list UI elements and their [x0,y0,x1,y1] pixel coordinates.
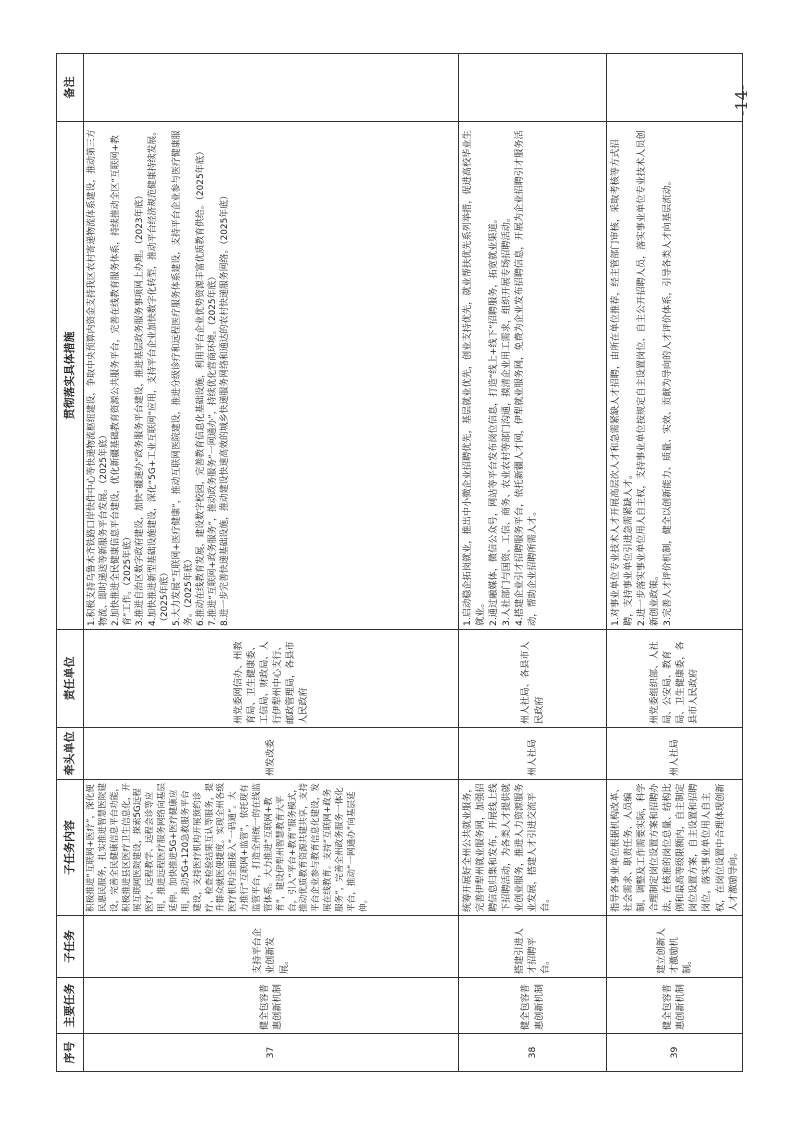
row-sub-task: 支持平台企业创新发展。 [84,916,459,978]
row-responsible-units: 州人社局、各县市人民政府 [459,630,607,728]
row-lead-unit: 州人社局 [607,728,743,780]
task-table [56,53,743,1072]
measure-item: 3.人社部门与国资、工信、商务、农业农村等部门沟通，摸清企业用工需求，组织开展专场招聘活动。 [501,212,513,626]
row-content: 积极推进“互联网+医疗”，深化便民惠民服务，扎实推进智慧医院建设，完善全民健康信息平台功能，积极推进县区医疗卫生信息化，开展互联网医院建设，探索5G远程医疗、远程教学、远程会诊等应用，推进远程医疗服务网络向基层延伸。加快推进5G+医疗健康应用，推动5G+120急救服务平台建设，支持医疗机构开展预约诊疗、检查检验结果互认等服务，提升群众就医便捷度。实现全州各级医疗机构全面接入“一码通”。大力推行“互联网+监管”，依托现有监管平台，打造全州统一的在线监管体系。大力推进“互联网+教育”，建设伊犁州智慧教育大平台，引入“平台+教育”服务模式，推动优质教育资源共建共享，支持平台企业参与教育信息化建设，发展在线教育。支持“互联网+政务服务”，完善全州政务服务一体化平台，推动“一网通办”向基层延伸。 [84,780,459,916]
table-row [459,54,607,1072]
row-main-task: 健全包容普惠创新机制 [607,978,743,1034]
row-main-task: 健全包容普惠创新机制 [84,978,459,1034]
measure-item: 1.积极支持乌鲁木齐铁路口岸快件中心等快递物流枢纽建设，争取中央预算内资金支持我区农村寄递物流体系建设，推动第三方物流、即时递送等新服务平台发展。（2025年底） [87,129,110,626]
row-responsible-units: 州党委组织部、人社局、公安局、教育局、卫生健康委，各县市人民政府 [607,630,743,728]
header-main-task: 主要任务 [57,978,84,1034]
header-content: 子任务内容 [57,780,84,916]
table-header-row [57,54,84,1072]
rotated-table-container [56,54,739,1072]
measure-item: 1.启动稳企拓岗就业，推出中小微企业招聘优先，基层就业优先，创业支持优先，就业帮扶优先系列举措，促进高校毕业生就业。 [462,130,487,626]
measure-item: 3.完善人才评价机制，健全以创新能力、质量、实效、贡献为导向的人才评价体系，引导各类人才向基层流动。 [662,176,674,626]
measure-item: 6.推动在线教育发展，建设数字校园，完善教育信息化基础设施，利用平台企业优势资源丰富优质教育供给。（2025年底） [195,146,206,626]
header-seq: 序号 [57,1034,84,1072]
measure-item: 4.加快推进新型基础设施建设，深化“5G+工业互联网”应用，支持平台企业加快数字化转型，推动平台经济规范健康持续发展。（2025年底） [147,126,170,626]
row-measures [459,122,607,630]
row-measures [84,122,459,630]
measure-item: 3.推进自治区数字政府建设，加快“疆速办”政务服务平台建设，推进基层政务服务事项网上办理。（2023年底） [135,190,146,626]
header-measures: 贯彻落实具体措施 [57,122,84,630]
table-row [607,54,743,1072]
row-remarks [607,54,743,122]
header-sub-task: 子任务 [57,916,84,978]
measure-item: 7.推进“互联网+政务服务”，推动政务服务“一网通办”，持续优化营商环境。（2025年底） [208,271,219,626]
measure-item: 5.大力发展“互联网+医疗健康”，推动互联网医院建设，推进分级诊疗和远程医疗服务体系建设，支持平台企业参与医疗健康服务。（2025年底） [171,130,194,626]
measure-item: 2.进一步落实事业单位用人自主权，支持事业单位按规定自主设置岗位、自主公开招聘人员，落实事业单位专业技术人员创新创业政策。 [636,130,661,626]
row-responsible-units: 州党委网信办、州教育局、卫生健康委、工信局、财政局、人行伊犁州中心支行、邮政管理局，各县市人民政府 [84,630,459,728]
measure-item: 8.进一步完善快递基础设施，推动建设快速高效的城乡快递服务网络和通达的农村快递服务网络。（2025年底） [220,191,231,626]
header-lead-unit: 牵头单位 [57,728,84,780]
measure-item: 2.加快推进全民健康信息平台建设，优化新疆基础教育资源公共服务平台，完善在线教育服务体系，持续推动全区“互联网+教育”工作。（2025年底） [111,135,134,626]
row-remarks [84,54,459,122]
table-row [84,54,459,1072]
header-responsible-units: 责任单位 [57,630,84,728]
row-sub-task: 建立创新人才激励机制。 [607,916,743,978]
row-remarks [459,54,607,122]
row-content: 统筹开展好全州公共就业服务，完善伊犁州就业服务网，加强招聘信息归集和发布，开展线上线下招聘活动，为各类人才提供就业创业服务，推进人力资源服务业发展，搭建人才引进交流平台。 [459,780,607,916]
page-number: -14- [732,84,751,116]
row-seq: 38 [459,1034,607,1072]
row-seq: 39 [607,1034,743,1072]
row-main-task: 健全包容普惠创新机制 [459,978,607,1034]
row-lead-unit: 州发改委 [84,728,459,780]
row-lead-unit: 州人社局 [459,728,607,780]
row-content: 指导各事业单位根据机构改革、社会需求、职责任务、人员编制、调整及工作需要实际，科学合理制定岗位设置方案和招聘办法，在核准的岗位总量、结构比例和最高等级限额内，自主制定岗位设置方案，自主设置和招聘岗位，落实事业单位用人自主权，在岗位设置中合理体现创新人才激励导向。 [607,780,743,916]
measure-item: 2.通过融媒体，微信公众号，网站等平台发布岗位信息，打造“线上+线下”招聘服务，拓宽就业渠道。 [488,214,500,626]
measure-item: 1.对事业单位专业技术人才开展高层次人才和急需紧缺人才招聘，由所在单位推荐，经主管部门审核，采取考核等方式招聘，支持事业单位引进急需紧缺人才。 [610,139,635,626]
row-seq: 37 [84,1034,459,1072]
row-measures [607,122,743,630]
measure-item: 4.搭建企业引才招聘服务平台，依托新疆人才网，伊犁就业服务网，免费为企业发布招聘信息，开展为企业招聘引才服务活动，帮助企业招聘所需人才。 [514,130,539,626]
row-sub-task: 搭建引进人才招聘平台。 [459,916,607,978]
header-remarks: 备注 [57,54,84,122]
